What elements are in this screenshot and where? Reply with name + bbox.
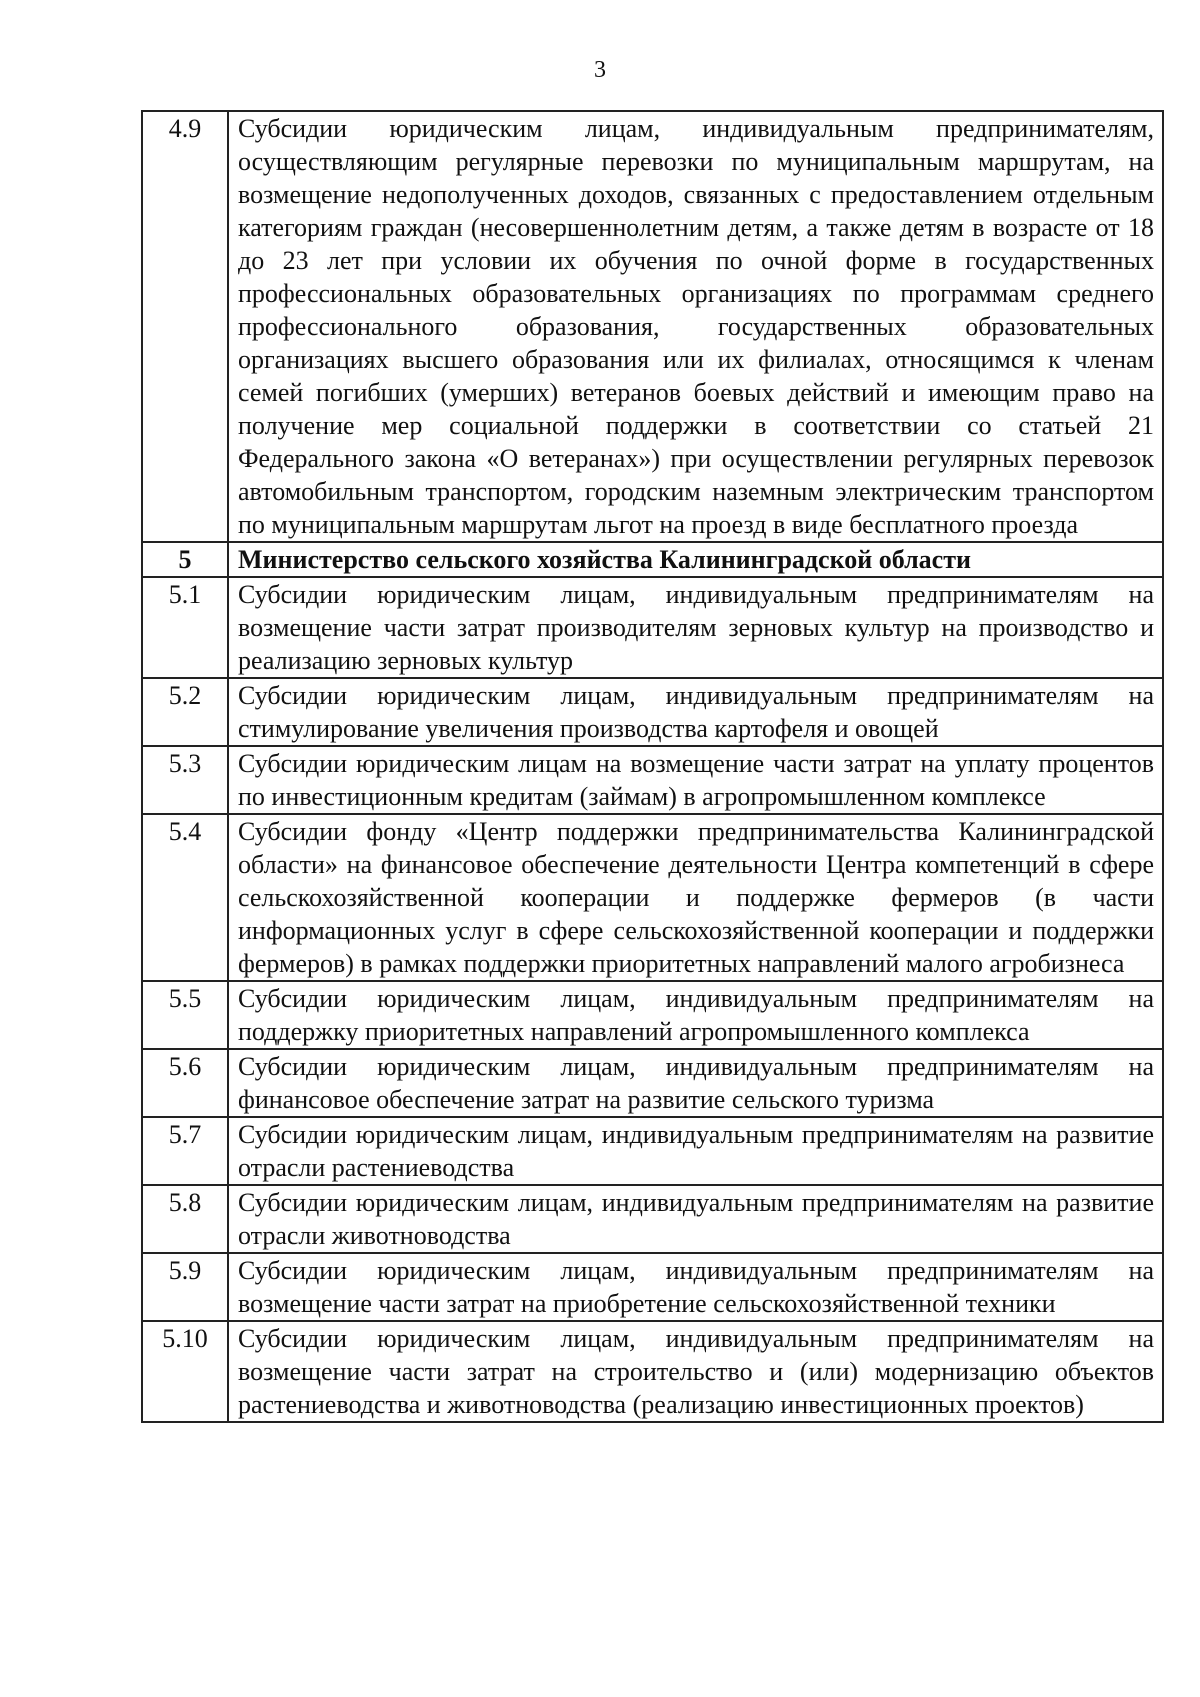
- table-row: [142, 678, 1163, 746]
- table-row: [142, 981, 1163, 1049]
- table-row: [142, 577, 1163, 678]
- item-number: 5.3: [142, 746, 228, 814]
- item-number: 5.1: [142, 577, 228, 678]
- page-number: 3: [594, 57, 606, 83]
- section-number: 5: [142, 542, 228, 577]
- subsidies-table: [141, 110, 1164, 1423]
- item-description: Субсидии юридическим лицам, индивидуальным предпринимателям на финансовое обеспечение затрат на развитие сельского туризма: [228, 1049, 1163, 1117]
- table-row: [142, 1049, 1163, 1117]
- table-row: [142, 111, 1163, 542]
- item-description: Субсидии юридическим лицам, индивидуальным предпринимателям на поддержку приоритетных направлений агропромышленного комплекса: [228, 981, 1163, 1049]
- item-description: Субсидии юридическим лицам, индивидуальным предпринимателям на возмещение части затрат на строительство и (или) модернизацию объектов растениеводства и животноводства (реализацию инвестиционных проектов): [228, 1321, 1163, 1422]
- item-number: 5.6: [142, 1049, 228, 1117]
- item-description: Субсидии юридическим лицам, индивидуальным предпринимателям на развитие отрасли животноводства: [228, 1185, 1163, 1253]
- item-number: 5.5: [142, 981, 228, 1049]
- item-description: Субсидии юридическим лицам, индивидуальным предпринимателям на развитие отрасли растениеводства: [228, 1117, 1163, 1185]
- table-row: [142, 814, 1163, 981]
- table-row: [142, 1253, 1163, 1321]
- section-row: [142, 542, 1163, 577]
- item-number: 5.2: [142, 678, 228, 746]
- item-number: 4.9: [142, 111, 228, 542]
- item-description: Субсидии юридическим лицам, индивидуальным предпринимателям, осуществляющим регулярные перевозки по муниципальным маршрутам, на возмещение недополученных доходов, связанных с предоставлением отдельным категориям граждан (несовершеннолетним детям, а также детям в возрасте от 18 до 23 лет при условии их обучения по очной форме в государственных профессиональных образовательных организациях по программам среднего профессионального образования, государственных образовательных организациях высшего образования или их филиалах, относящимся к членам семей погибших (умерших) ветеранов боевых действий и имеющим право на получение мер социальной поддержки в соответствии со статьей 21 Федерального закона «О ветеранах») при осуществлении регулярных перевозок автомобильным транспортом, городским наземным электрическим транспортом по муниципальным маршрутам льгот на проезд в виде бесплатного проезда: [228, 111, 1163, 542]
- item-number: 5.7: [142, 1117, 228, 1185]
- item-number: 5.9: [142, 1253, 228, 1321]
- table-row: [142, 746, 1163, 814]
- table-row: [142, 1185, 1163, 1253]
- item-description: Субсидии юридическим лицам, индивидуальным предпринимателям на возмещение части затрат на приобретение сельскохозяйственной техники: [228, 1253, 1163, 1321]
- table-row: [142, 1321, 1163, 1422]
- item-description: Субсидии фонду «Центр поддержки предпринимательства Калининградской области» на финансовое обеспечение деятельности Центра компетенций в сфере сельскохозяйственной кооперации и поддержке фермеров (в части информационных услуг в сфере сельскохозяйственной кооперации и поддержки фермеров) в рамках поддержки приоритетных направлений малого агробизнеса: [228, 814, 1163, 981]
- item-description: Субсидии юридическим лицам, индивидуальным предпринимателям на возмещение части затрат производителям зерновых культур на производство и реализацию зерновых культур: [228, 577, 1163, 678]
- item-number: 5.8: [142, 1185, 228, 1253]
- item-description: Субсидии юридическим лицам, индивидуальным предпринимателям на стимулирование увеличения производства картофеля и овощей: [228, 678, 1163, 746]
- item-number: 5.10: [142, 1321, 228, 1422]
- section-title: Министерство сельского хозяйства Калининградской области: [228, 542, 1163, 577]
- item-number: 5.4: [142, 814, 228, 981]
- table-row: [142, 1117, 1163, 1185]
- item-description: Субсидии юридическим лицам на возмещение части затрат на уплату процентов по инвестиционным кредитам (займам) в агропромышленном комплексе: [228, 746, 1163, 814]
